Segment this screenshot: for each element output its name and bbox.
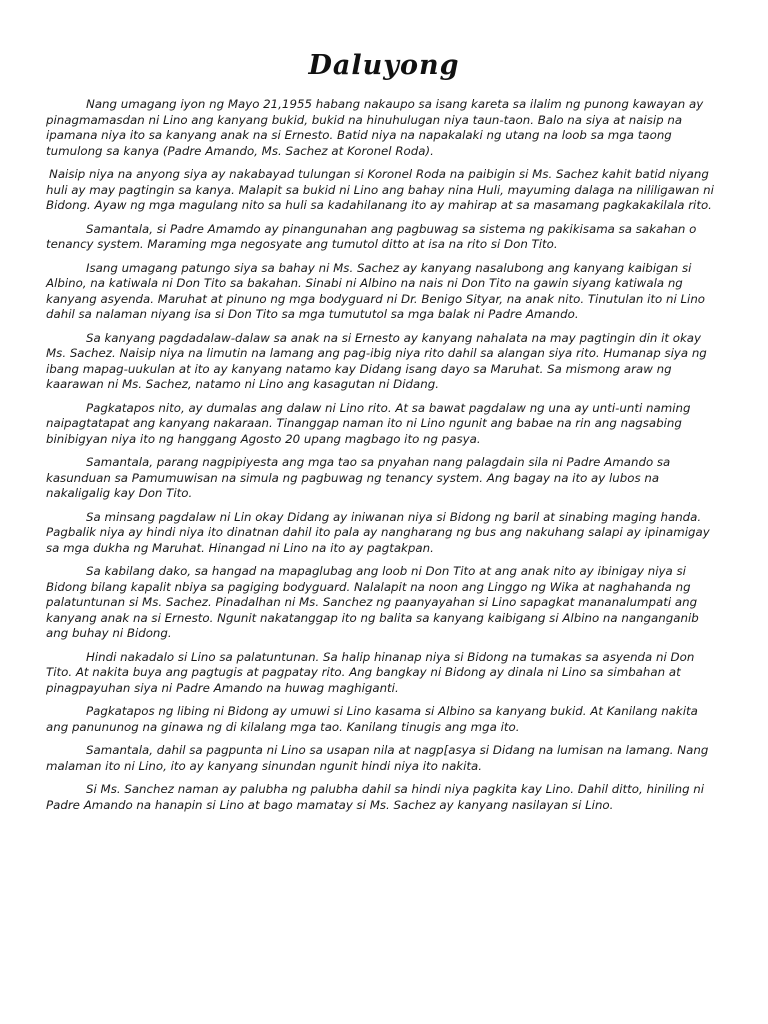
paragraph-2: Naisip niya na anyong siya ay nakabayad tulungan si Koronel Roda na paibigin si Ms. Sachez kahit batid niyang huli ay may pagtingin sa kanya. Malapit sa bukid ni Lino ang bahay nina Huli, mayuming dalaga na nililigawan ni Bidong. Ayaw ng mga magulang nito sa huli sa kadahilanang ito ay mahirap at sa masamang pagkakakilala rito. [46, 167, 714, 212]
paragraph-4: Isang umagang patungo siya sa bahay ni Ms. Sachez ay kanyang nasalubong ang kanyang kaibigan si Albino, na katiwala ni Don Tito sa bakahan. Sinabi ni Albino na nais ni Don Tito na gawin siyang katiwala ng kanyang asyenda. Maruhat at pinuno ng mga bodyguard ni Dr. Benigo Sityar, na anak nito. Tinutulan ito ni Lino dahil sa nalaman niyang isa si Don Tito sa mga tumututol sa mga balak ni Padre Amando. [46, 260, 706, 321]
paragraph-8: Sa minsang pagdalaw ni Lin okay Didang ay iniwanan niya si Bidong ng baril at sinabing maging handa. Pagbalik niya ay hindi niya ito dinatnan dahil ito pala ay nangharang ng bus ang nakuhang salapi ay ipinamigay sa mga dukha ng Maruhat. Hinangad ni Lino na ito ay pagtakpan. [46, 509, 710, 555]
paragraph-7: Samantala, parang nagpipiyesta ang mga tao sa pnyahan nang palagdain sila ni Padre Amando sa kasunduan sa Pamumuwisan na simula ng pagbuwag ng tenancy system. Ang bagay na ito ay lubos na nakaligalig kay Don Tito. [46, 455, 671, 500]
paragraph-9: Sa kabilang dako, sa hangad na mapaglubag ang loob ni Don Tito at ang anak nito ay ibinigay niya si Bidong bilang kapalit nbiya sa pagiging bodyguard. Nalalapit na noon ang Linggo ng Wika at naghahanda ng palatuntunan si Ms. Sachez. Pinadalhan ni Ms. Sanchez ng paanyayahan si Lino sapagkat mananalumpati ang kanyang anak na si Ernesto. Ngunit nakatanggap ito ng balita sa kanyang kaibigang si Albino na nanganganib ang buhay ni Bidong. [46, 564, 699, 640]
paragraph-13: Si Ms. Sanchez naman ay palubha ng palubha dahil sa hindi niya pagkita kay Lino. Dahil ditto, hiniling ni Padre Amando na hanapin si Lino at bago mamatay si Ms. Sachez ay kanyang nasilayan si Lino. [46, 782, 705, 812]
paragraph-10: Hindi nakadalo si Lino sa palatuntunan. Sa halip hinanap niya si Bidong na tumakas sa asyenda ni Don Tito. At nakita buya ang pagtugis at pagpatay rito. Ang bangkay ni Bidong ay dinala ni Lino sa simbahan at pinagpayuhan siya ni Padre Amando na huwag maghiganti. [46, 649, 695, 695]
paragraph-5: Sa kanyang pagdadalaw-dalaw sa anak na si Ernesto ay kanyang nahalata na may pagtingin din it okay Ms. Sachez. Naisip niya na limutin na lamang ang pag-ibig niya rito dahil sa alangan siya rito. Humanap siya ng ibang mapag-uukulan at ito ay kanyang natamo kay Didang isang dayo sa Maruhat. Sa mismong araw ng kaarawan ni Ms. Sachez, natamo ni Lino ang kasagutan ni Didang. [46, 330, 707, 391]
paragraph-3: Samantala, si Padre Amamdo ay pinangunahan ang pagbuwag sa sistema ng pakikisama sa sakahan o tenancy system. Maraming mga negosyate ang tumutol ditto at isa na rito si Don Tito. [46, 221, 697, 251]
paragraph-1: Nang umagang iyon ng Mayo 21,1955 habang nakaupo sa isang kareta sa ilalim ng punong kawayan ay pinagmamasdan ni Lino ang kanyang bukid, bukid na hinuhulugan niya taun-taon. Balo na siya at naisip na ipamana niya ito sa kanyang anak na si Ernesto. Batid niya na napakalaki ng utang na loob sa mga taong tumulong sa kanya (Padre Amando, Ms. Sachez at Koronel Roda). [46, 97, 704, 158]
paragraph-6: Pagkatapos nito, ay dumalas ang dalaw ni Lino rito. At sa bawat pagdalaw ng una ay unti-unti naming naipagtatapat ang kanyang nakaraan. Tinanggap naman ito ni Lino ngunit ang babae na rin ang nagsabing binibigyan niya ito ng hanggang Agosto 20 upang magbago ito ng pasya. [46, 400, 691, 446]
paragraph-12: Samantala, dahil sa pagpunta ni Lino sa usapan nila at nagp[asya si Didang na lumisan na lamang. Nang malaman ito ni Lino, ito ay kanyang sinundan ngunit hindi niya ito nakita. [46, 743, 709, 773]
document-body [46, 97, 722, 821]
paragraph-11: Pagkatapos ng libing ni Bidong ay umuwi si Lino kasama si Albino sa kanyang bukid. At Kanilang nakita ang panununog na ginawa ng di kilalang mga tao. Kanilang tinugis ang mga ito. [46, 704, 698, 734]
document-title: Daluyong [308, 50, 460, 81]
